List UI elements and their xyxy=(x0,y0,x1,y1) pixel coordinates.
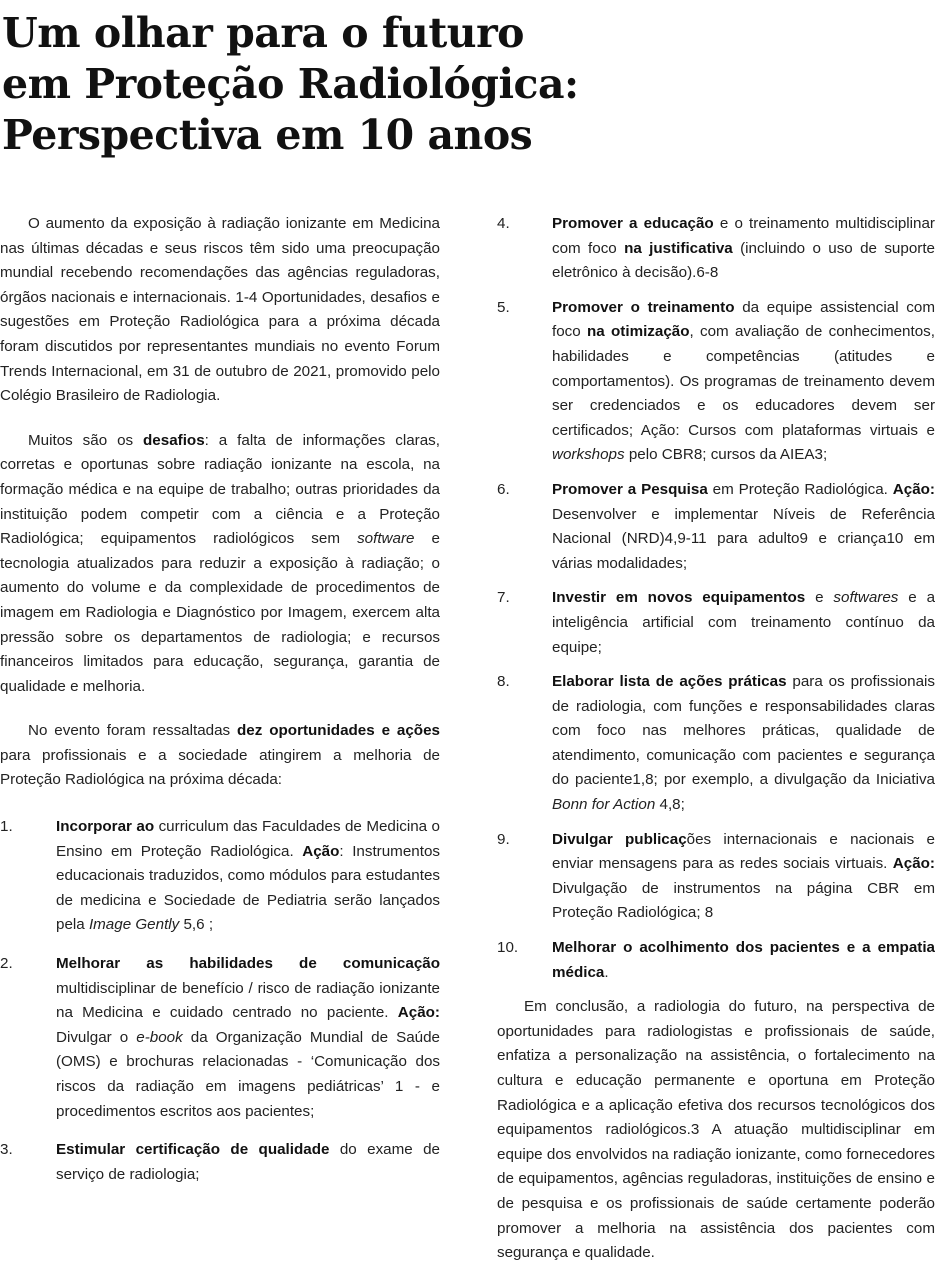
bold-text: Incorporar ao xyxy=(56,818,155,836)
bold-text: Promover a Pesquisa xyxy=(552,480,708,498)
conclusion-paragraph: Em conclusão, a radiologia do futuro, na perspectiva de oportunidades para radiologistas e profissionais de saúde, enfatiza a personalização na assistência, o fortalecimento na cultura e educação permanente e oportuna em Proteção Radiológica e a aplicação efetiva dos recursos tecnológicos dos equipamentos radiológicos.3 A atuação multidisciplinar em equipe dos envolvidos na radiação ionizante, como fornecedores de equipamentos, agências reguladoras, instituições de ensino e de pesquisa e os profissionais de saúde certamente poderão promover a melhoria na assistência dos pacientes com segurança e qualidade. xyxy=(497,998,935,1262)
text: ões internacionais e nacionais e enviar mensagens para as redes sociais virtuais. xyxy=(552,830,935,873)
list-number: 8. xyxy=(497,673,510,691)
bold-text: Ação: xyxy=(892,855,935,873)
bold-text: dez oportunidades e ações xyxy=(237,722,440,740)
list-number: 7. xyxy=(497,589,510,607)
italic-text: Image Gently xyxy=(88,916,180,934)
bold-text: Estimular certificação de qualidade xyxy=(56,1141,330,1159)
list-item-8 xyxy=(497,670,935,818)
text: 4,8; xyxy=(655,796,685,814)
list-item-7 xyxy=(497,586,935,660)
text: 5,6 ; xyxy=(179,916,214,934)
italic-text: Bonn for Action xyxy=(552,796,656,814)
text: e tecnologia atualizados para reduzir a exposição à radiação; o aumento do volume e da complexidade de procedimentos de imagem em Radiologia e Diagnóstico por Imagem, exercem alta pressão sobre os departamentos de radiologia; e recursos financeiros limitados para educação, segurança, garantia de qualidade e melhoria. xyxy=(0,530,440,695)
list-item-2 xyxy=(0,952,440,1124)
list-item-10 xyxy=(497,936,935,985)
bold-text: Ação: xyxy=(892,480,935,498)
intro-paragraph-1: O aumento da exposição à radiação ionizante em Medicina nas últimas décadas e seus riscos têm sido uma preocupação mundial recebendo recomendações das agências reguladoras, órgãos nacionais e internacionais. 1-4 Oportunidades, desafios e sugestões em Proteção Radiológica para a próxima década foram discutidos por representantes mundiais no evento Forum Trends Internacional, em 31 de outubro de 2021, promovido pelo Colégio Brasileiro de Radiologia. xyxy=(0,215,440,405)
intro-paragraph-2 xyxy=(0,429,440,700)
list-item-9 xyxy=(497,828,935,926)
bold-text: Melhorar o acolhimento dos pacientes e a empatia médica xyxy=(552,939,935,981)
text: Divulgar o xyxy=(56,1028,137,1046)
list-number: 10. xyxy=(497,939,519,957)
text: para os profissionais de radiologia, com funções e responsabilidades claras com foco nas melhores práticas, qualidade de atendimento, comunicação com pacientes e segurança do paciente1,8; por exemplo, a divulgação da Iniciativa xyxy=(552,673,935,789)
article-title xyxy=(2,8,579,161)
left-column xyxy=(0,212,440,1197)
title-line-3: Perspectiva em 10 anos xyxy=(2,111,533,159)
list-number: 1. xyxy=(0,818,13,836)
list-item-4 xyxy=(497,212,935,286)
list-number: 9. xyxy=(497,830,510,848)
text: : a falta de informações claras, corretas e oportunas sobre radiação ionizante na escola, na formação médica e na equipe de trabalho; outras prioridades da instituição podem competir com a ciência e a Proteção Radiológica; equipamentos radiológicos sem xyxy=(0,431,440,548)
list-item-6 xyxy=(497,478,935,576)
bold-text: Divulgar publicaç xyxy=(552,830,687,848)
list-item-5 xyxy=(497,296,935,468)
bold-text: Investir em novos equipamentos xyxy=(552,589,806,607)
text: em Proteção Radiológica. xyxy=(707,480,893,498)
text: curriculum das Faculdades de Medicina o Ensino em Proteção Radiológica. xyxy=(56,818,441,860)
text: do exame de serviço de radiologia; xyxy=(56,1141,440,1183)
text: da equipe assistencial com foco xyxy=(552,298,935,341)
list-number: 2. xyxy=(0,955,13,973)
title-line-2: em Proteção Radiológica: xyxy=(2,60,579,108)
text: Desenvolver e implementar Níveis de Referência Nacional (NRD)4,9-11 para adulto9 e criança10 em várias modalidades; xyxy=(552,505,935,572)
text: da Organização Mundial de Saúde (OMS) e brochuras relacionadas - ‘Comunicação dos riscos da radiação em imagens pediátricas’ 1 - e procedimentos escritos aos pacientes; xyxy=(56,1028,440,1120)
text: e a inteligência artificial com treinamento contínuo da equipe; xyxy=(552,589,935,656)
bold-text: na otimização xyxy=(587,323,690,341)
list-number: 3. xyxy=(0,1141,13,1159)
text: pelo CBR8; cursos da AIEA3; xyxy=(624,446,828,464)
text: multidisciplinar de benefício / risco de radiação ionizante na Medicina e cuidado centrado no paciente. xyxy=(56,979,440,1022)
list-number: 5. xyxy=(497,298,510,316)
right-column xyxy=(497,212,935,1266)
bold-text: Promover o treinamento xyxy=(552,298,735,316)
text: (incluindo o uso de suporte eletrônico à decisão).6-8 xyxy=(552,239,935,282)
bold-text: Promover a educação xyxy=(552,215,714,232)
list-item-3 xyxy=(0,1138,440,1187)
text: , com avaliação de conhecimentos, habilidades e competências (atitudes e comportamentos). Os programas de treinamento devem ser credenciados e os educadores devem ser certificados; Ação: Cursos com plataformas virtuais e xyxy=(552,323,935,439)
list-number: 4. xyxy=(497,215,510,232)
text: : Instrumentos educacionais traduzidos, como módulos para estudantes de medicina e Sociedade de Pediatria serão lançados pela xyxy=(56,842,440,934)
bold-text: Melhorar as habilidades de comunicação xyxy=(56,955,440,973)
list-number: 6. xyxy=(497,480,510,498)
bold-text: desafios xyxy=(143,431,205,449)
bold-text: na justificativa xyxy=(624,239,733,257)
text: e xyxy=(805,589,834,607)
italic-text: workshops xyxy=(552,446,625,464)
text: Divulgação de instrumentos na página CBR em Proteção Radiológica; 8 xyxy=(552,879,935,922)
bold-text: Elaborar lista de ações práticas xyxy=(552,673,787,691)
title-line-1: Um olhar para o futuro xyxy=(2,9,525,57)
text: para profissionais e a sociedade atingirem a melhoria de Proteção Radiológica na próxima década: xyxy=(0,746,440,789)
bold-text: Ação: xyxy=(397,1004,440,1022)
italic-text: softwares xyxy=(833,589,899,607)
intro-paragraph-3 xyxy=(0,719,440,793)
text: Muitos são os xyxy=(28,431,144,449)
list-item-1 xyxy=(0,815,440,938)
text: . xyxy=(604,963,609,981)
italic-text: software xyxy=(357,530,415,548)
text: e o treinamento multidisciplinar com foco xyxy=(552,215,935,257)
text: No evento foram ressaltadas xyxy=(28,722,238,740)
bold-text: Ação xyxy=(302,842,340,860)
italic-text: e-book xyxy=(136,1028,183,1046)
